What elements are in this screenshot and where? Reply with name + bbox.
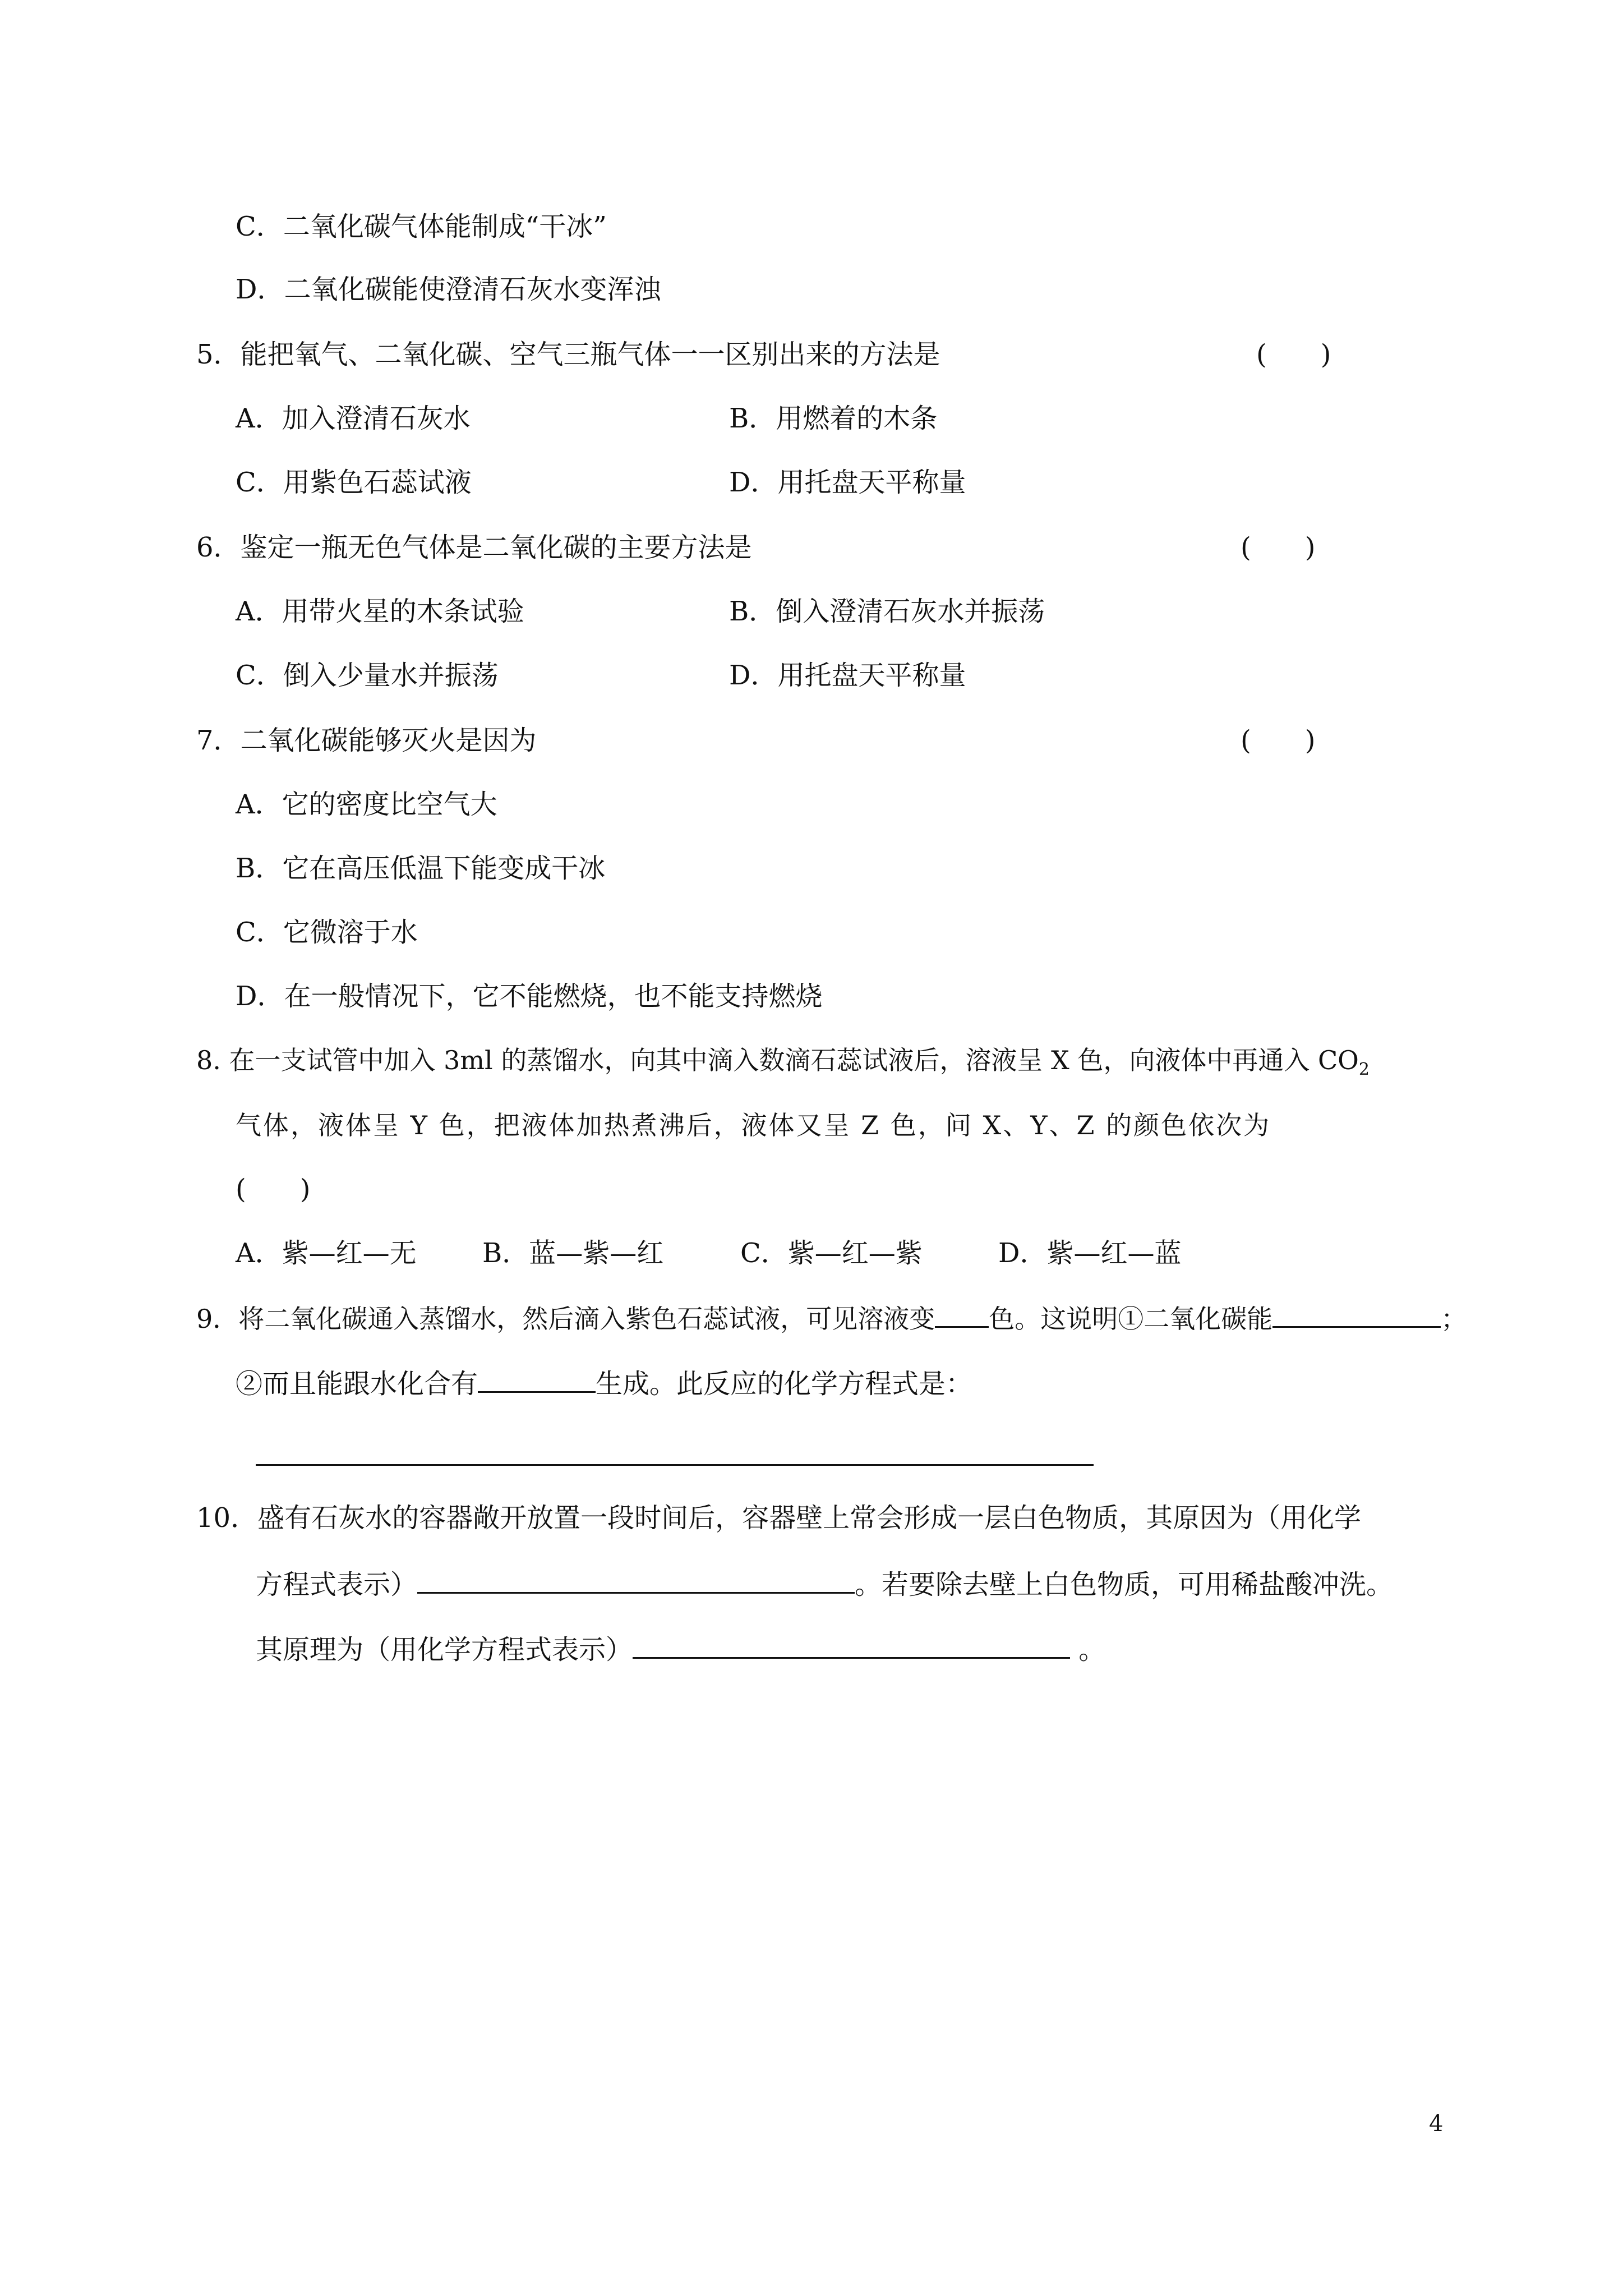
q9-blank-property[interactable] <box>1272 1299 1441 1328</box>
q9-blank-product[interactable] <box>478 1364 596 1393</box>
q9-line2-part1: ②而且能跟水化合有 <box>236 1368 478 1400</box>
q9-line2 <box>236 1364 972 1402</box>
q5-option-c: C．用紫色石蕊试液 <box>236 467 472 498</box>
q7-answer-paren[interactable]: ( ) <box>1241 725 1316 756</box>
q5-option-b: B．用燃着的木条 <box>729 403 938 434</box>
q6-option-d: D．用托盘天平称量 <box>729 660 966 691</box>
q6-option-c: C．倒入少量水并振荡 <box>236 660 499 691</box>
q10-line3 <box>256 1630 1105 1668</box>
q10-blank-equation1[interactable] <box>417 1565 855 1594</box>
q5-stem: 5．能把氧气、二氧化碳、空气三瓶气体一一区别出来的方法是 <box>196 339 940 370</box>
q8-option-a: A．紫—红—无 <box>236 1237 417 1269</box>
q9-blank-color[interactable] <box>935 1299 989 1328</box>
q8-stem-line1 <box>196 1042 1370 1078</box>
q7-stem: 7．二氧化碳能够灭火是因为 <box>196 725 537 756</box>
q7-option-b: B．它在高压低温下能变成干冰 <box>236 853 606 884</box>
q4-option-c: C．二氧化碳气体能制成“干冰” <box>236 211 607 242</box>
q8-option-b: B．蓝—紫—红 <box>482 1237 664 1269</box>
q9-line2-part2: 生成。此反应的化学方程式是： <box>596 1368 973 1400</box>
q9-text-part2: 色。这说明①二氧化碳能 <box>989 1304 1273 1334</box>
q4-option-d: D．二氧化碳能使澄清石灰水变浑浊 <box>236 274 661 305</box>
q10-line3-part1: 其原理为（用化学方程式表示） <box>256 1634 633 1665</box>
q7-option-d: D．在一般情况下，它不能燃烧，也不能支持燃烧 <box>236 981 823 1012</box>
q8-stem-line2: 气体，液体呈 Y 色，把液体加热煮沸后，液体又呈 Z 色，问 X、Y、Z 的颜色依次为 <box>236 1110 1271 1140</box>
q5-option-a: A．加入澄清石灰水 <box>236 403 471 434</box>
q6-stem: 6．鉴定一瓶无色气体是二氧化碳的主要方法是 <box>196 532 752 563</box>
q5-option-d: D．用托盘天平称量 <box>729 467 966 498</box>
q7-option-a: A．它的密度比空气大 <box>236 789 497 820</box>
q9-equation-answer-line[interactable] <box>256 1464 1094 1466</box>
page-number: 4 <box>1429 2111 1444 2137</box>
q10-line3-part2: 。 <box>1070 1634 1106 1665</box>
q10-line2-part1: 方程式表示） <box>256 1569 418 1600</box>
q10-blank-equation2[interactable] <box>633 1630 1070 1659</box>
q10-line2 <box>256 1565 1393 1603</box>
q8-option-d: D．紫—红—蓝 <box>998 1237 1182 1269</box>
q7-option-c: C．它微溶于水 <box>236 917 418 948</box>
q5-answer-paren[interactable]: ( ) <box>1256 339 1331 370</box>
q9-text-part3: ； <box>1441 1304 1467 1334</box>
q10-line2-part2: 。若要除去壁上白色物质，可用稀盐酸冲洗。 <box>855 1569 1394 1600</box>
q9-line1 <box>196 1299 1467 1337</box>
q6-option-a: A．用带火星的木条试验 <box>236 596 524 627</box>
q10-line1: 10．盛有石灰水的容器敞开放置一段时间后，容器壁上常会形成一层白色物质，其原因为（用化学 <box>196 1502 1362 1534</box>
q8-answer-paren[interactable]: ( ) <box>236 1174 311 1205</box>
q6-option-b: B．倒入澄清石灰水并振荡 <box>729 596 1045 627</box>
q6-answer-paren[interactable]: ( ) <box>1241 532 1316 563</box>
q8-option-c: C．紫—红—紫 <box>740 1237 923 1269</box>
q8-stem-text: 8. 在一支试管中加入 3ml 的蒸馏水，向其中滴入数滴石蕊试液后，溶液呈 X 色，向液体中再通入 CO <box>196 1045 1359 1075</box>
q9-text-part1: 9．将二氧化碳通入蒸馏水，然后滴入紫色石蕊试液，可见溶液变 <box>196 1304 935 1334</box>
co2-subscript: 2 <box>1358 1060 1370 1080</box>
